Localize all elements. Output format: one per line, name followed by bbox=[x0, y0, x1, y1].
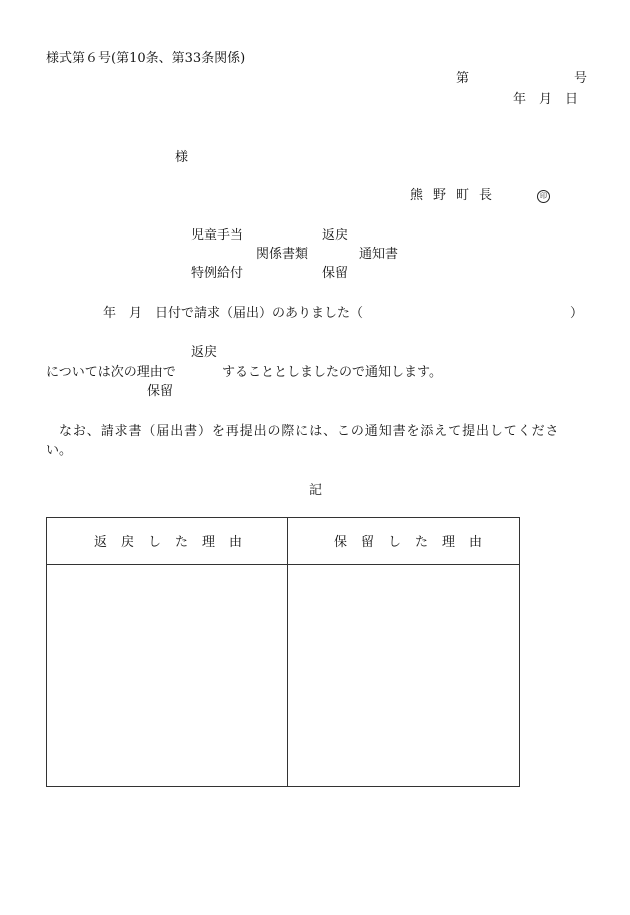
issuer-name: 熊野町長 bbox=[410, 188, 503, 203]
reason-table bbox=[46, 517, 520, 787]
number-label-go: 号 bbox=[574, 71, 588, 86]
action-hold-top: 保留 bbox=[322, 266, 349, 281]
form-header: 様式第６号(第10条、第33条関係) bbox=[46, 51, 246, 66]
reason-line-suffix: することとしましたので通知します。 bbox=[222, 365, 442, 380]
action-return-mid: 返戻 bbox=[191, 345, 218, 360]
action-return-top: 返戻 bbox=[322, 228, 349, 243]
addressee-suffix: 様 bbox=[175, 150, 189, 165]
number-label-dai: 第 bbox=[456, 71, 470, 86]
col-hold-reason: 保留した理由 bbox=[333, 535, 496, 550]
request-date-line: 年 月 日付で請求（届出）のありました（ bbox=[103, 306, 364, 321]
related-documents: 関係書類 bbox=[256, 247, 309, 262]
request-close-paren: ） bbox=[570, 306, 584, 321]
col-return-reason: 返戻した理由 bbox=[93, 535, 256, 550]
notice-title: 通知書 bbox=[359, 247, 399, 262]
return-reason-cell[interactable] bbox=[47, 565, 287, 786]
ki-label: 記 bbox=[309, 483, 323, 498]
reason-line-prefix: については次の理由で bbox=[46, 365, 176, 380]
allowance-special: 特例給付 bbox=[191, 266, 244, 281]
date-line: 年 月 日 bbox=[513, 92, 579, 107]
hold-reason-cell[interactable] bbox=[288, 565, 528, 786]
resubmit-line-1: なお、請求書（届出書）を再提出の際には、この通知書を添えて提出してくださ bbox=[59, 424, 560, 439]
resubmit-line-2: い。 bbox=[46, 443, 73, 458]
action-hold-mid: 保留 bbox=[147, 384, 174, 399]
allowance-child: 児童手当 bbox=[191, 228, 244, 243]
seal-mark: 印 bbox=[537, 190, 550, 203]
